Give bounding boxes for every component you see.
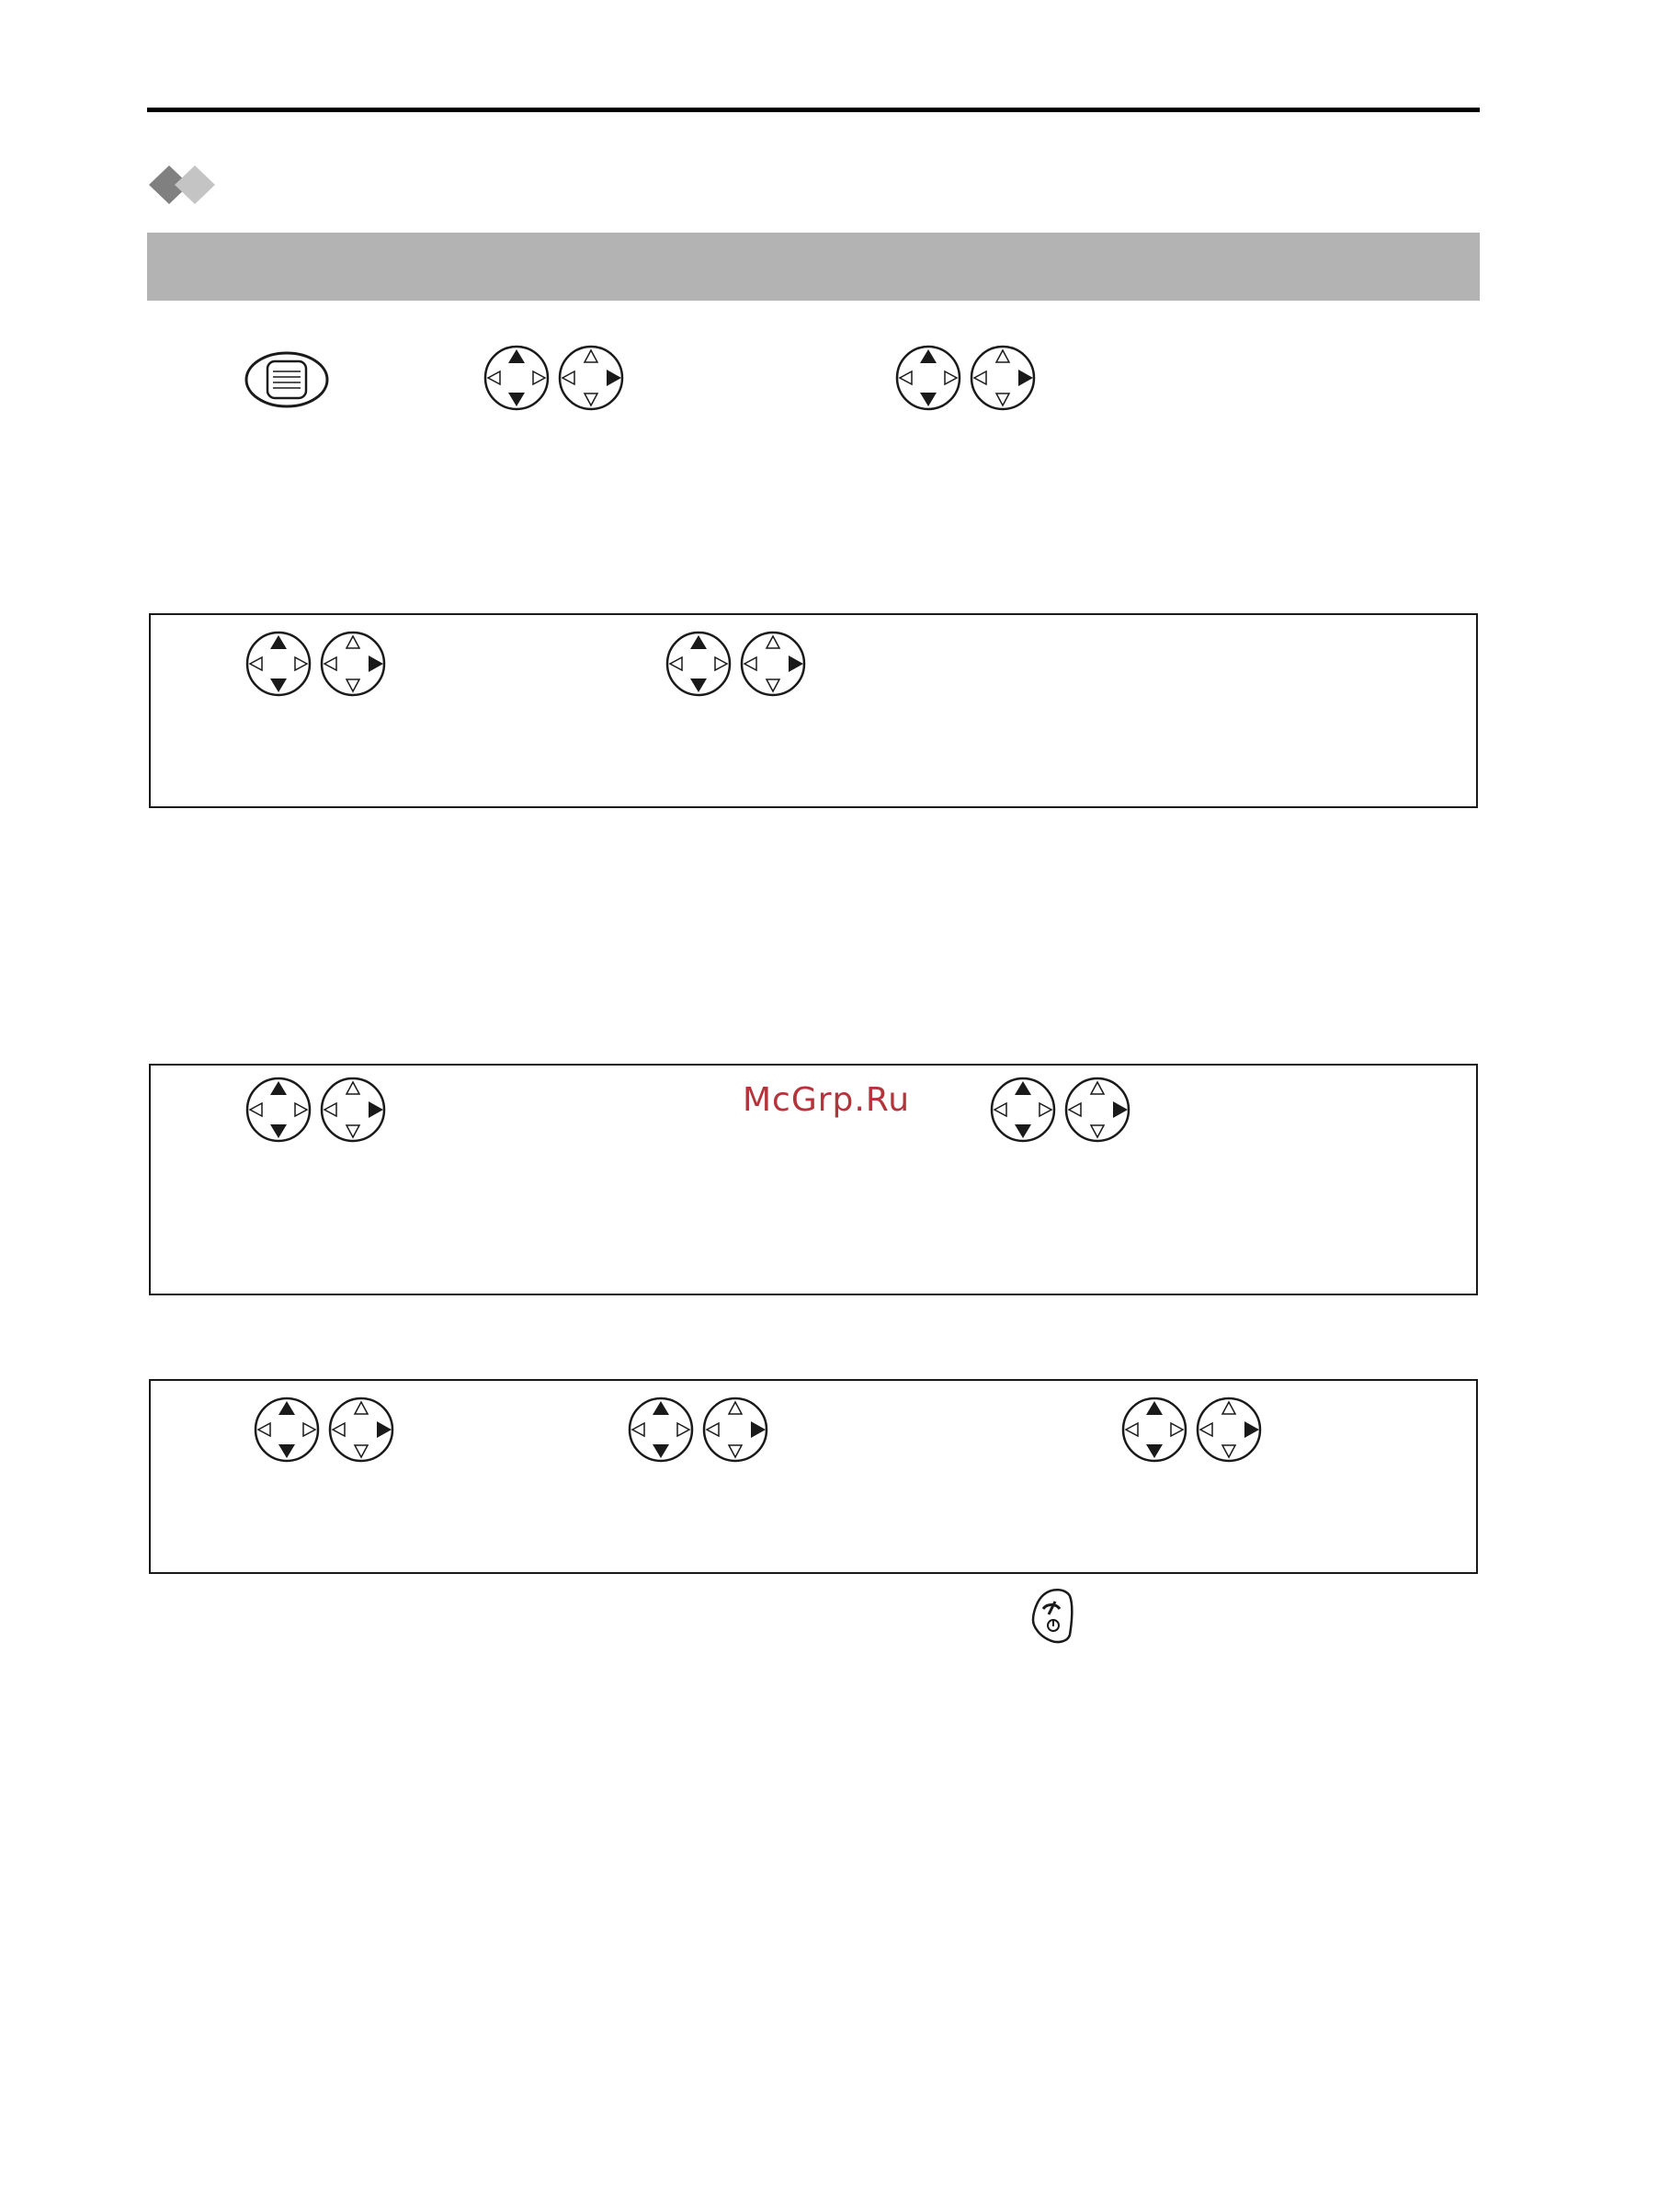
navigator-updown-icon bbox=[253, 1396, 321, 1464]
top-rule bbox=[147, 108, 1480, 112]
navigator-right-icon bbox=[319, 630, 387, 698]
navigator-right-icon bbox=[969, 344, 1037, 412]
end-power-key-icon bbox=[1029, 1587, 1077, 1644]
navigator-updown-icon bbox=[665, 630, 733, 698]
navigator-right-icon bbox=[1195, 1396, 1263, 1464]
navigator-right-icon bbox=[701, 1396, 769, 1464]
navigator-right-icon bbox=[739, 630, 807, 698]
navigator-updown-icon bbox=[989, 1076, 1057, 1144]
menu-button-icon bbox=[243, 349, 331, 410]
watermark-text: McGrp.Ru bbox=[743, 1081, 911, 1119]
navigator-updown-icon bbox=[244, 1076, 312, 1144]
navigator-right-icon bbox=[557, 344, 625, 412]
section-diamonds-icon bbox=[149, 164, 222, 206]
navigator-updown-icon bbox=[483, 344, 551, 412]
section-heading-bar bbox=[147, 233, 1480, 301]
navigator-updown-icon bbox=[244, 630, 312, 698]
navigator-right-icon bbox=[319, 1076, 387, 1144]
navigator-updown-icon bbox=[894, 344, 962, 412]
navigator-updown-icon bbox=[1120, 1396, 1188, 1464]
navigator-right-icon bbox=[327, 1396, 395, 1464]
navigator-right-icon bbox=[1063, 1076, 1131, 1144]
navigator-updown-icon bbox=[627, 1396, 695, 1464]
